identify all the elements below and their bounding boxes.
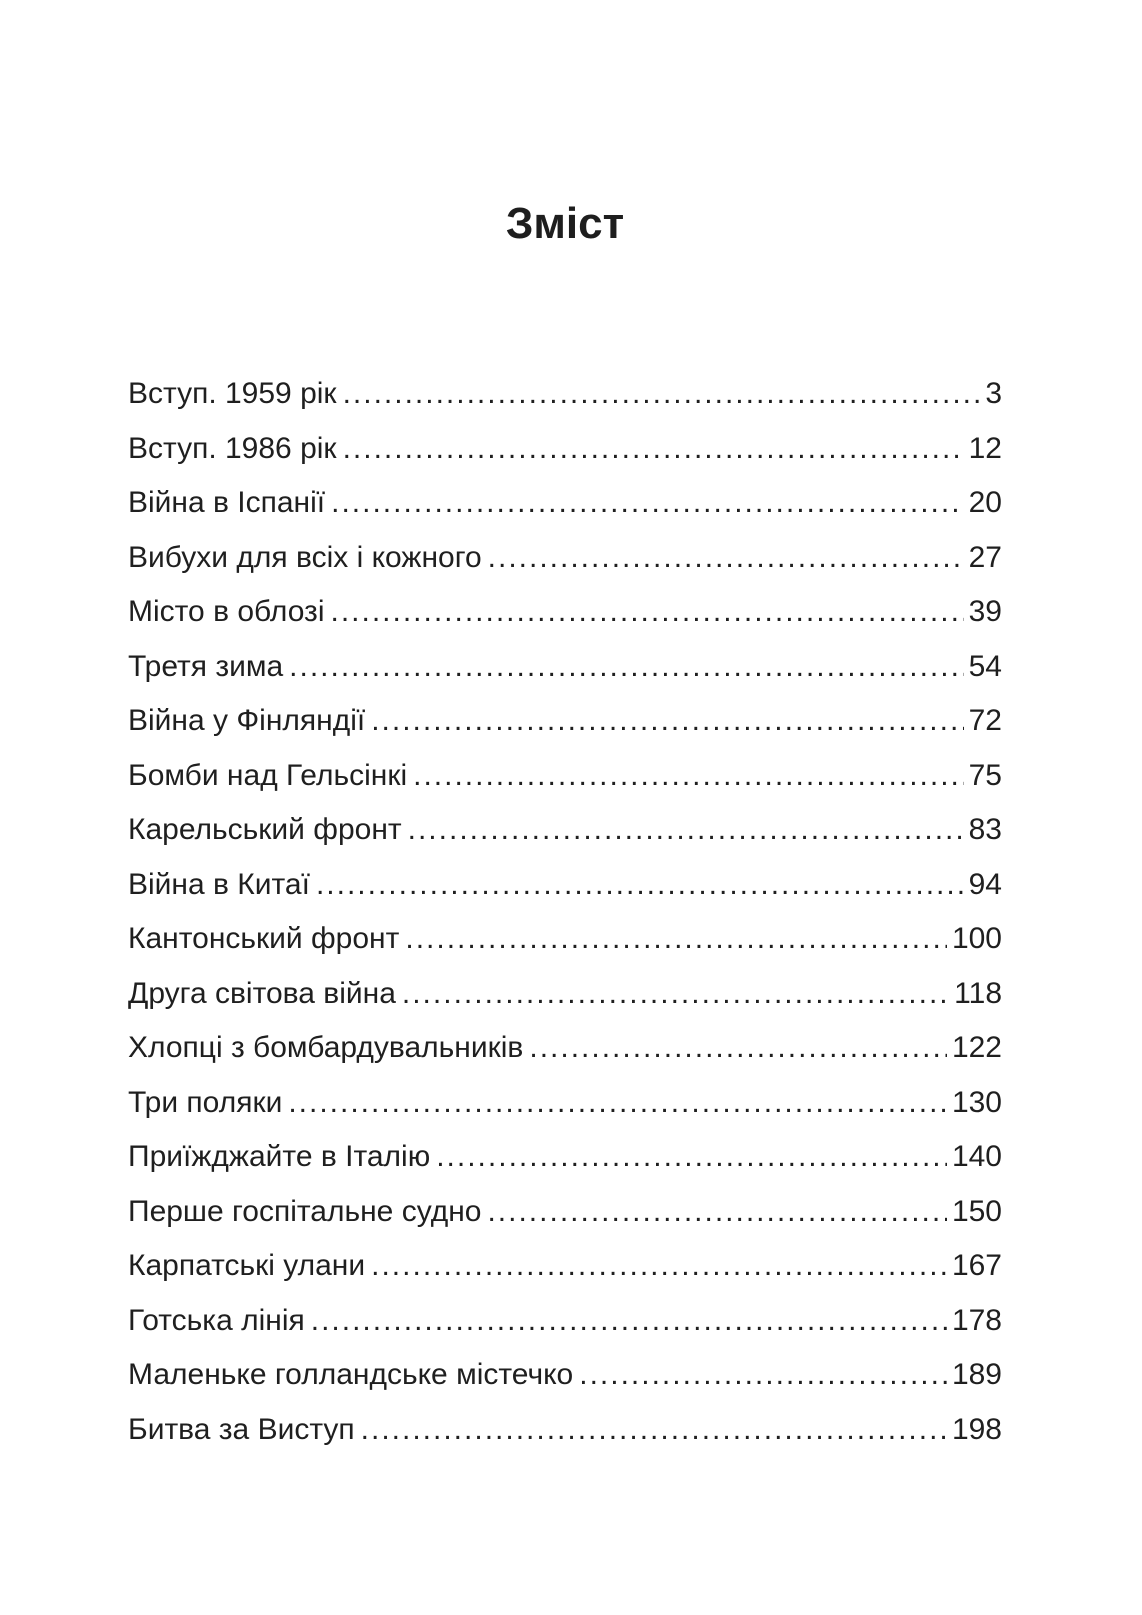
toc-entry-label: Три поляки [128, 1085, 283, 1119]
toc-dot-leader [288, 1076, 947, 1131]
toc-row [128, 858, 1002, 913]
toc-dot-leader [331, 476, 964, 531]
toc-row [128, 422, 1002, 477]
toc-entry-page: 94 [968, 867, 1002, 901]
toc-entry-page: 130 [951, 1085, 1002, 1119]
toc-entry-label: Війна у Фінляндії [128, 704, 366, 737]
page-content [128, 0, 1002, 1457]
toc-entry-page: 150 [951, 1194, 1002, 1228]
toc-entry-page: 83 [968, 813, 1002, 846]
toc-entry-page: 72 [968, 704, 1002, 737]
toc-entry-page: 167 [951, 1249, 1002, 1282]
toc-row [128, 803, 1002, 858]
toc-row [128, 1239, 1002, 1294]
toc-list [128, 367, 1002, 1457]
toc-entry-page: 12 [968, 431, 1002, 465]
toc-entry-page: 198 [951, 1412, 1002, 1446]
toc-row [128, 1076, 1002, 1131]
toc-dot-leader [371, 694, 963, 749]
toc-entry-label: Карельський фронт [128, 813, 402, 846]
toc-entry-page: 118 [954, 976, 1002, 1010]
toc-dot-leader [371, 1239, 947, 1294]
toc-entry-label: Війна в Іспанії [128, 486, 326, 519]
toc-entry-label: Вибухи для всіх і кожного [128, 540, 482, 574]
toc-dot-leader [488, 531, 964, 586]
toc-dot-leader [289, 640, 963, 695]
toc-dot-leader [330, 585, 963, 640]
toc-row [128, 1294, 1002, 1349]
toc-dot-leader [361, 1403, 947, 1458]
toc-dot-leader [436, 1130, 947, 1185]
toc-dot-leader [529, 1021, 947, 1076]
toc-entry-label: Війна в Китаї [128, 867, 310, 901]
toc-row [128, 476, 1002, 531]
toc-entry-label: Приїжджайте в Італію [128, 1140, 431, 1173]
toc-entry-page: 54 [968, 649, 1002, 683]
toc-row [128, 585, 1002, 640]
toc-entry-label: Кантонський фронт [128, 922, 400, 955]
toc-row [128, 531, 1002, 586]
toc-row [128, 749, 1002, 804]
toc-row [128, 640, 1002, 695]
toc-entry-label: Перше госпітальне судно [128, 1194, 482, 1228]
toc-entry-label: Місто в облозі [128, 595, 325, 628]
toc-dot-leader [405, 912, 947, 967]
toc-entry-page: 122 [951, 1031, 1002, 1064]
toc-row [128, 1403, 1002, 1458]
toc-dot-leader [487, 1185, 946, 1240]
toc-entry-label: Маленьке голландське містечко [128, 1358, 574, 1391]
toc-dot-leader [413, 749, 964, 804]
toc-row [128, 1185, 1002, 1240]
toc-dot-leader [343, 367, 981, 422]
toc-dot-leader [343, 422, 964, 477]
toc-dot-leader [316, 858, 964, 913]
toc-entry-page: 178 [951, 1303, 1002, 1337]
toc-dot-leader [311, 1294, 947, 1349]
toc-row [128, 694, 1002, 749]
toc-row [128, 912, 1002, 967]
toc-dot-leader [408, 803, 964, 858]
toc-row [128, 1021, 1002, 1076]
toc-row [128, 967, 1002, 1022]
toc-entry-label: Готська лінія [128, 1303, 305, 1337]
toc-row [128, 1348, 1002, 1403]
toc-entry-label: Вступ. 1986 рік [128, 431, 337, 465]
toc-entry-label: Битва за Виступ [128, 1412, 355, 1446]
toc-entry-page: 140 [951, 1140, 1002, 1173]
page-title: Зміст [505, 199, 625, 248]
toc-entry-label: Хлопці з бомбардувальників [128, 1031, 524, 1064]
toc-dot-leader [579, 1348, 947, 1403]
toc-entry-label: Друга світова війна [128, 976, 396, 1010]
toc-entry-label: Третя зима [128, 649, 284, 683]
toc-dot-leader [402, 967, 949, 1022]
toc-entry-page: 20 [968, 486, 1002, 519]
toc-entry-page: 189 [951, 1358, 1002, 1391]
toc-entry-label: Вступ. 1959 рік [128, 377, 337, 410]
toc-entry-page: 39 [968, 595, 1002, 628]
toc-entry-label: Бомби над Гельсінкі [128, 758, 408, 792]
toc-entry-page: 75 [968, 758, 1002, 792]
toc-row [128, 1130, 1002, 1185]
toc-entry-page: 100 [951, 922, 1002, 955]
toc-entry-label: Карпатські улани [128, 1249, 366, 1282]
toc-entry-page: 27 [968, 540, 1002, 574]
toc-row [128, 367, 1002, 422]
toc-entry-page: 3 [985, 377, 1002, 410]
